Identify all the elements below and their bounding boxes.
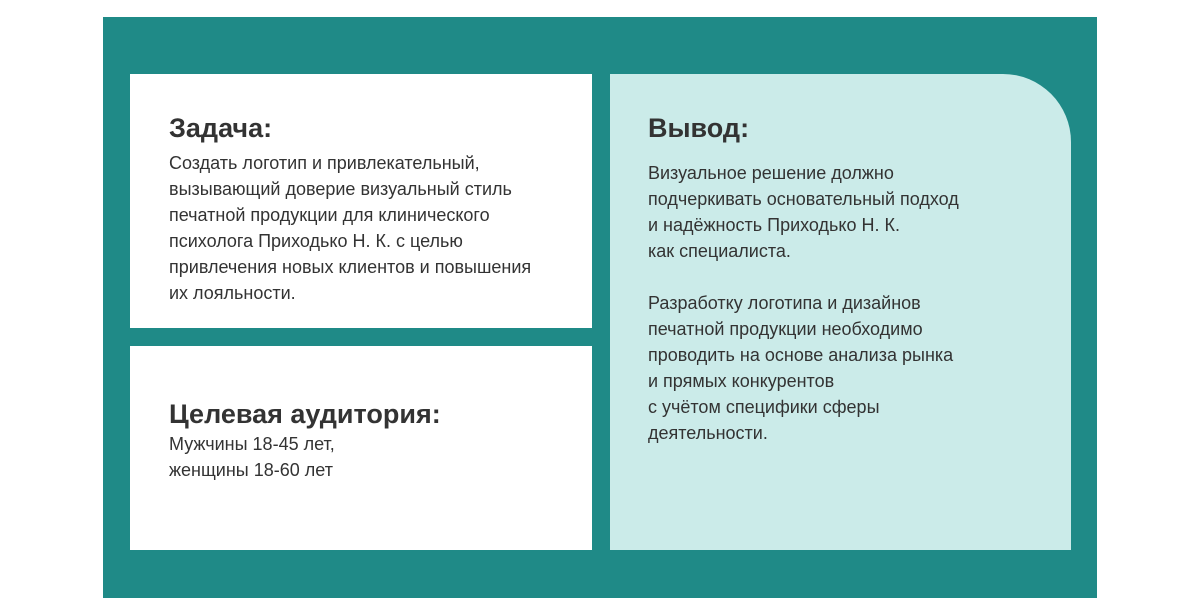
task-text: Создать логотип и привлекательный, вызывающий доверие визуальный стиль печатной продукции для клинического психолога Приходько Н. К. с целью привлечения новых клиентов и повышения их лояльности. (169, 153, 532, 303)
audience-text: Мужчины 18-45 лет, женщины 18-60 лет (169, 434, 335, 480)
audience-title: Целевая аудитория: (169, 399, 441, 429)
conclusion-title: Вывод: (648, 113, 750, 143)
task-card (130, 74, 592, 328)
task-title: Задача: (169, 113, 273, 143)
teal-panel (103, 17, 1097, 598)
conclusion-paragraph-2: Разработку логотипа и дизайнов печатной продукции необходимо проводить на основе анализа рынка и прямых конкурентов с учётом специфики сферы деятельности. (648, 293, 954, 443)
audience-card (130, 346, 592, 550)
conclusion-paragraph-1: Визуальное решение должно подчеркивать основательный подход и надёжность Приходько Н. К. как специалиста. (648, 163, 959, 261)
conclusion-card (610, 74, 1071, 550)
